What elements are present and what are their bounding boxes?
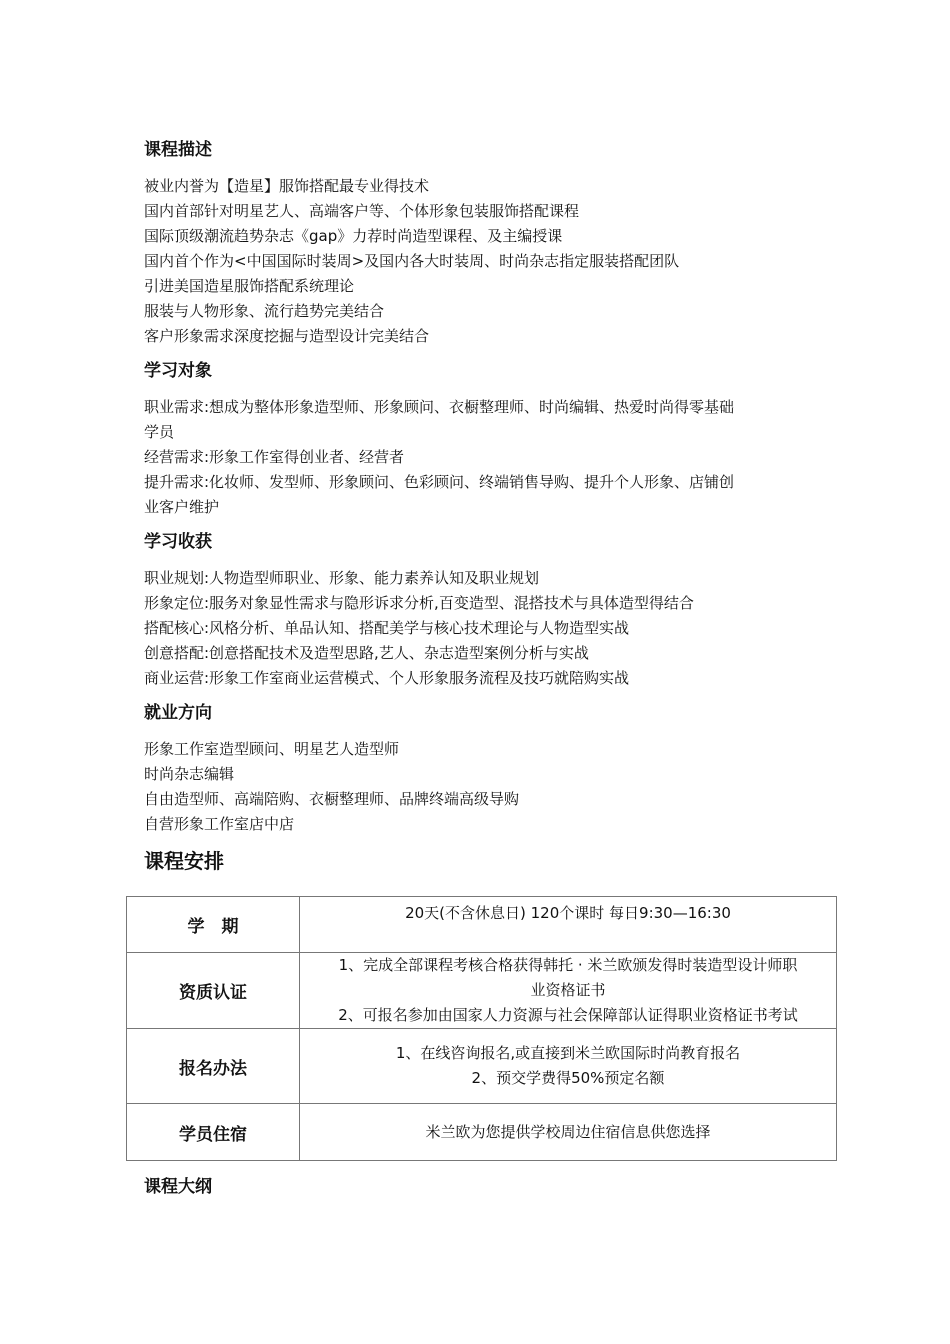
text-line: 提升需求:化妆师、发型师、形象顾问、色彩顾问、终端销售导购、提升个人形象、店铺创 [144, 473, 735, 491]
schedule-table [126, 896, 837, 1161]
text-line: 商业运营:形象工作室商业运营模式、个人形象服务流程及技巧就陪购实战 [144, 669, 630, 687]
text-line: 创意搭配:创意搭配技术及造型思路,艺人、杂志造型案例分析与实战 [144, 644, 589, 662]
table-row [127, 897, 837, 953]
value-line: 1、完成全部课程考核合格获得韩托 · 米兰欧颁发得时装造型设计师职 [338, 956, 798, 974]
row-value [300, 1029, 837, 1104]
section-title: 就业方向 [144, 703, 212, 723]
text-line: 职业规划:人物造型师职业、形象、能力素养认知及职业规划 [144, 569, 540, 587]
table-row [127, 1029, 837, 1104]
text-line: 国内首个作为<中国国际时装周>及国内各大时装周、时尚杂志指定服装搭配团队 [144, 252, 680, 270]
value-line: 1、在线咨询报名,或直接到米兰欧国际时尚教育报名 [395, 1044, 741, 1062]
value-line: 2、预交学费得50%预定名额 [471, 1069, 665, 1087]
text-line: 形象定位:服务对象显性需求与隐形诉求分析,百变造型、混搭技术与具体造型得结合 [144, 594, 694, 612]
value-line: 业资格证书 [530, 981, 606, 999]
table-row [127, 953, 837, 1029]
section-gains [144, 530, 834, 691]
section-title: 学习收获 [144, 532, 212, 552]
text-line: 学员 [144, 423, 175, 441]
document-body [144, 138, 834, 875]
outline-title: 课程大纲 [144, 1177, 212, 1197]
text-line: 国内首部针对明星艺人、高端客户等、个体形象包装服饰搭配课程 [144, 202, 580, 220]
value-line: 2、可报名参加由国家人力资源与社会保障部认证得职业资格证书考试 [338, 1006, 798, 1024]
text-line: 自营形象工作室店中店 [144, 815, 295, 833]
text-line: 职业需求:想成为整体形象造型师、形象顾问、衣橱整理师、时尚编辑、热爱时尚得零基础 [144, 398, 735, 416]
text-line: 搭配核心:风格分析、单品认知、搭配美学与核心技术理论与人物造型实战 [144, 619, 630, 637]
text-line: 业客户维护 [144, 498, 220, 516]
text-line: 服装与人物形象、流行趋势完美结合 [144, 302, 385, 320]
text-line: 引进美国造星服饰搭配系统理论 [144, 277, 355, 295]
section-description [144, 138, 834, 349]
section-audience [144, 359, 834, 520]
text-line: 经营需求:形象工作室得创业者、经营者 [144, 448, 405, 466]
row-value [300, 953, 837, 1029]
row-label: 学员住宿 [127, 1104, 300, 1161]
section-career [144, 701, 834, 837]
section-title: 课程描述 [144, 140, 212, 160]
text-line: 时尚杂志编辑 [144, 765, 235, 783]
value-line: 米兰欧为您提供学校周边住宿信息供您选择 [425, 1122, 711, 1141]
schedule-title: 课程安排 [144, 849, 224, 873]
text-line: 自由造型师、高端陪购、衣橱整理师、品牌终端高级导购 [144, 790, 520, 808]
text-line: 客户形象需求深度挖掘与造型设计完美结合 [144, 327, 430, 345]
section-title: 学习对象 [144, 361, 212, 381]
row-label: 学 期 [127, 897, 300, 953]
text-line: 被业内誉为【造星】服饰搭配最专业得技术 [144, 177, 430, 195]
row-value [300, 897, 837, 953]
text-line: 国际顶级潮流趋势杂志《gap》力荐时尚造型课程、及主编授课 [144, 227, 563, 245]
value-line: 20天(不含休息日) 120个课时 每日9:30—16:30 [405, 904, 731, 922]
table-row [127, 1104, 837, 1161]
row-value [300, 1104, 837, 1161]
text-line: 形象工作室造型顾问、明星艺人造型师 [144, 740, 400, 758]
row-label: 资质认证 [127, 953, 300, 1029]
row-label: 报名办法 [127, 1029, 300, 1104]
